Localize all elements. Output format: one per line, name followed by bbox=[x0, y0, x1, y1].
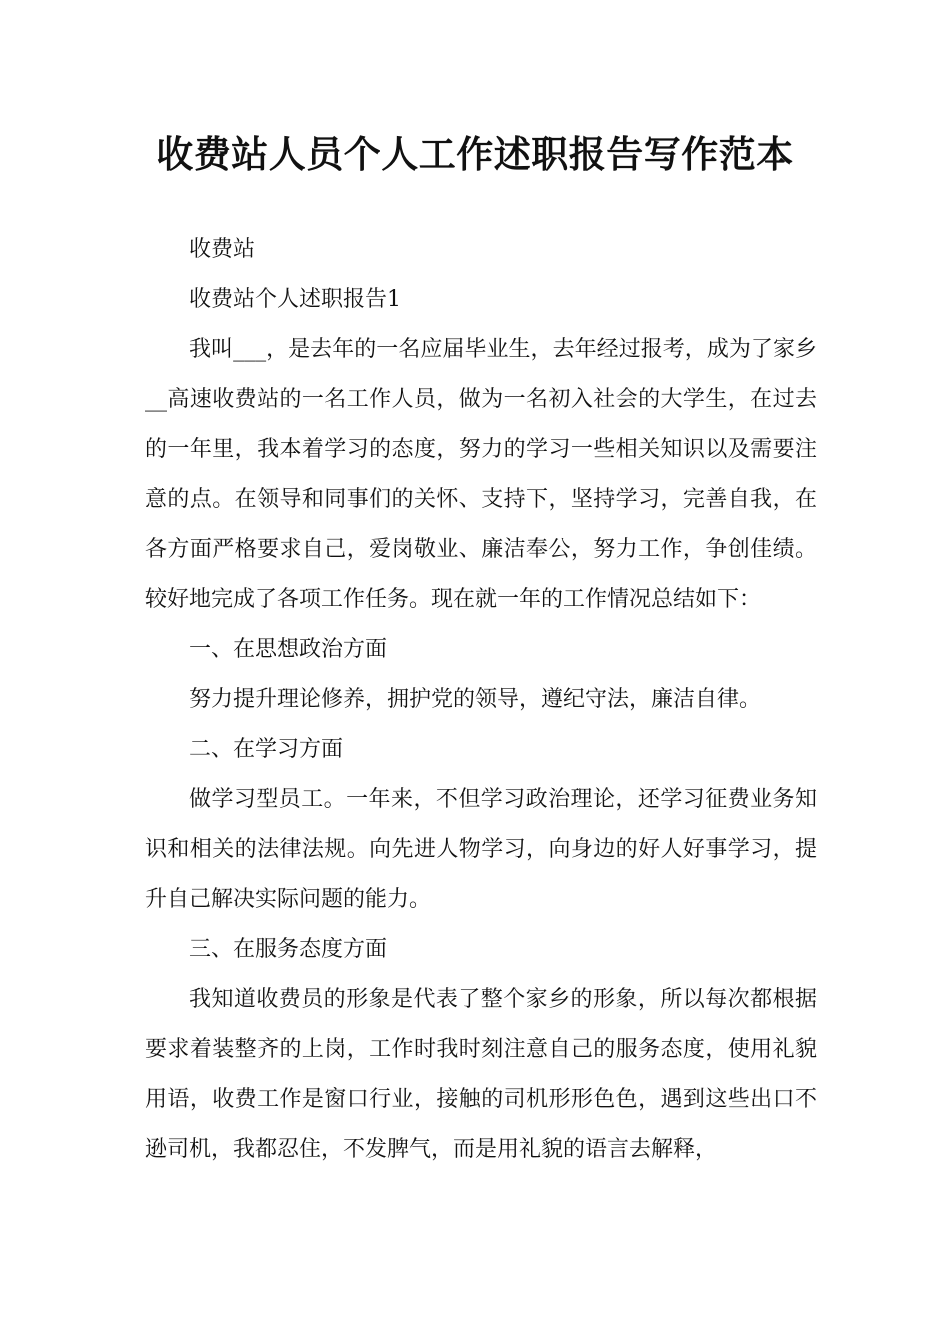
paragraph-subtitle: 收费站个人述职报告1 bbox=[189, 287, 401, 312]
document-title: 收费站人员个人工作述职报告写作范本 bbox=[156, 132, 794, 176]
document-body bbox=[145, 225, 817, 1175]
paragraph-category: 收费站 bbox=[189, 237, 256, 262]
section-heading-study: 二、在学习方面 bbox=[189, 737, 344, 762]
paragraph-service: 我知道收费员的形象是代表了整个家乡的形象，所以每次都根据要求着装整齐的上岗，工作时我时刻注意自己的服务态度，使用礼貌用语，收费工作是窗口行业，接触的司机形形色色，遇到这些出口不逊司机，我都忍住，不发脾气，而是用礼貌的语言去解释， bbox=[145, 987, 817, 1162]
section-heading-service: 三、在服务态度方面 bbox=[189, 937, 388, 962]
paragraph-intro: 我叫___，是去年的一名应届毕业生，去年经过报考，成为了家乡__高速收费站的一名工作人员，做为一名初入社会的大学生，在过去的一年里，我本着学习的态度，努力的学习一些相关知识以及需要注意的点。在领导和同事们的关怀、支持下，坚持学习，完善自我，在各方面严格要求自己，爱岗敬业、廉洁奉公，努力工作，争创佳绩。较好地完成了各项工作任务。现在就一年的工作情况总结如下： bbox=[145, 337, 817, 612]
paragraph-study: 做学习型员工。一年来，不但学习政治理论，还学习征费业务知识和相关的法律法规。向先进人物学习，向身边的好人好事学习，提升自己解决实际问题的能力。 bbox=[145, 787, 817, 912]
paragraph-politics: 努力提升理论修养，拥护党的领导，遵纪守法，廉洁自律。 bbox=[189, 687, 762, 712]
section-heading-politics: 一、在思想政治方面 bbox=[189, 637, 388, 662]
